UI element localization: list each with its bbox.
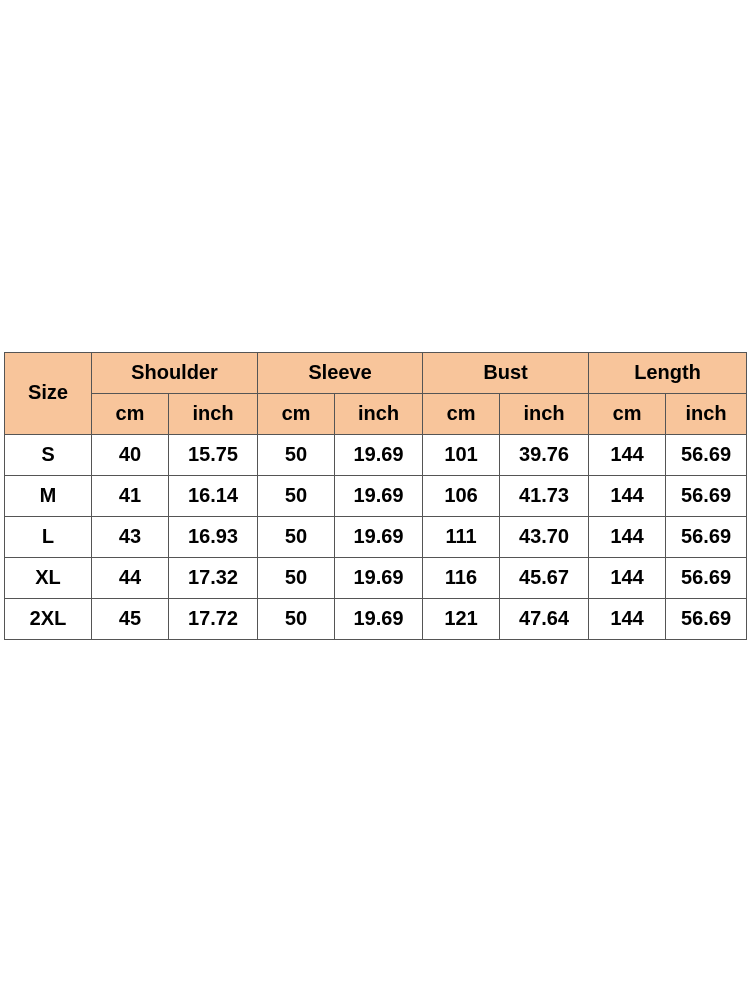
shoulder-inch-cell: 17.72 xyxy=(169,599,258,640)
size-column-header: Size xyxy=(5,353,92,435)
bust-header: Bust xyxy=(423,353,589,394)
bust-inch-cell: 39.76 xyxy=(500,435,589,476)
length-cm-cell: 144 xyxy=(589,435,666,476)
size-cell: M xyxy=(5,476,92,517)
shoulder-cm-cell: 43 xyxy=(92,517,169,558)
shoulder-cm-cell: 44 xyxy=(92,558,169,599)
size-cell: S xyxy=(5,435,92,476)
unit-header-inch: inch xyxy=(169,394,258,435)
bust-inch-cell: 47.64 xyxy=(500,599,589,640)
shoulder-inch-cell: 16.93 xyxy=(169,517,258,558)
length-cm-cell: 144 xyxy=(589,599,666,640)
table-row xyxy=(5,599,747,640)
table-row xyxy=(5,476,747,517)
size-chart-table xyxy=(4,352,747,640)
sleeve-inch-cell: 19.69 xyxy=(335,517,423,558)
length-cm-cell: 144 xyxy=(589,476,666,517)
shoulder-cm-cell: 40 xyxy=(92,435,169,476)
length-inch-cell: 56.69 xyxy=(666,476,747,517)
shoulder-inch-cell: 16.14 xyxy=(169,476,258,517)
unit-header-cm: cm xyxy=(92,394,169,435)
bust-cm-cell: 121 xyxy=(423,599,500,640)
shoulder-header: Shoulder xyxy=(92,353,258,394)
sleeve-cm-cell: 50 xyxy=(258,435,335,476)
unit-header-cm: cm xyxy=(589,394,666,435)
length-inch-cell: 56.69 xyxy=(666,435,747,476)
length-inch-cell: 56.69 xyxy=(666,558,747,599)
table-row xyxy=(5,558,747,599)
unit-header-inch: inch xyxy=(666,394,747,435)
sleeve-cm-cell: 50 xyxy=(258,558,335,599)
bust-cm-cell: 116 xyxy=(423,558,500,599)
sleeve-inch-cell: 19.69 xyxy=(335,599,423,640)
sleeve-inch-cell: 19.69 xyxy=(335,476,423,517)
unit-header-cm: cm xyxy=(423,394,500,435)
bust-cm-cell: 106 xyxy=(423,476,500,517)
bust-inch-cell: 41.73 xyxy=(500,476,589,517)
header-row-groups xyxy=(5,353,747,394)
sleeve-cm-cell: 50 xyxy=(258,599,335,640)
shoulder-cm-cell: 41 xyxy=(92,476,169,517)
length-header: Length xyxy=(589,353,747,394)
table-body xyxy=(5,435,747,640)
length-inch-cell: 56.69 xyxy=(666,599,747,640)
table-header xyxy=(5,353,747,435)
bust-cm-cell: 101 xyxy=(423,435,500,476)
header-row-units xyxy=(5,394,747,435)
bust-inch-cell: 45.67 xyxy=(500,558,589,599)
size-cell: XL xyxy=(5,558,92,599)
size-cell: L xyxy=(5,517,92,558)
unit-header-inch: inch xyxy=(335,394,423,435)
length-inch-cell: 56.69 xyxy=(666,517,747,558)
bust-cm-cell: 111 xyxy=(423,517,500,558)
table-row xyxy=(5,517,747,558)
length-cm-cell: 144 xyxy=(589,517,666,558)
bust-inch-cell: 43.70 xyxy=(500,517,589,558)
shoulder-inch-cell: 15.75 xyxy=(169,435,258,476)
sleeve-header: Sleeve xyxy=(258,353,423,394)
unit-header-cm: cm xyxy=(258,394,335,435)
sleeve-inch-cell: 19.69 xyxy=(335,558,423,599)
table-row xyxy=(5,435,747,476)
length-cm-cell: 144 xyxy=(589,558,666,599)
sleeve-cm-cell: 50 xyxy=(258,517,335,558)
shoulder-cm-cell: 45 xyxy=(92,599,169,640)
sleeve-cm-cell: 50 xyxy=(258,476,335,517)
unit-header-inch: inch xyxy=(500,394,589,435)
size-cell: 2XL xyxy=(5,599,92,640)
shoulder-inch-cell: 17.32 xyxy=(169,558,258,599)
sleeve-inch-cell: 19.69 xyxy=(335,435,423,476)
